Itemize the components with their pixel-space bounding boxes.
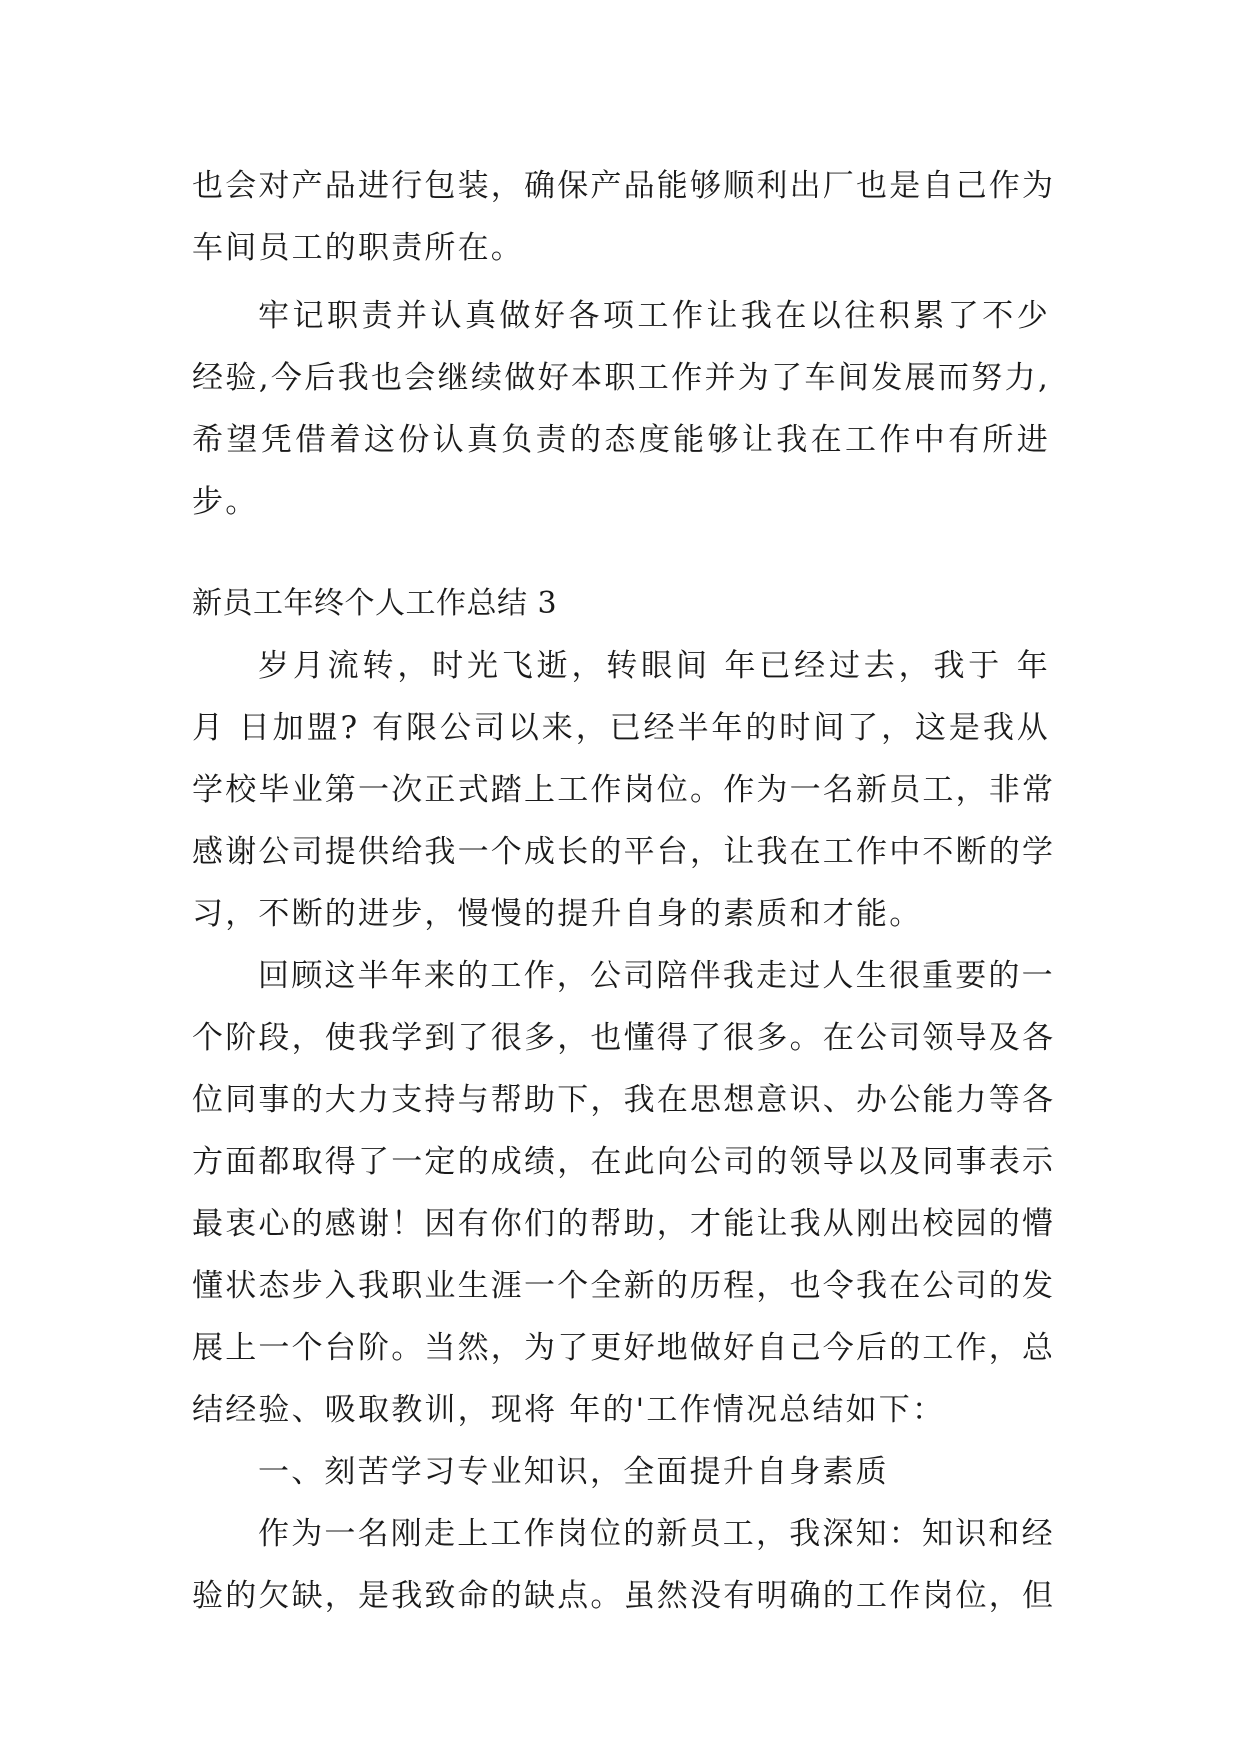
text-line: 步。 bbox=[192, 484, 259, 520]
text-line: 习，不断的进步，慢慢的提升自身的素质和才能。 bbox=[192, 896, 923, 932]
subsection-heading bbox=[192, 1441, 1050, 1503]
paragraph bbox=[192, 1503, 1056, 1627]
text-line: 个阶段，使我学到了很多，也懂得了很多。在公司领导及各 bbox=[192, 1020, 1056, 1056]
paragraph bbox=[192, 285, 1050, 533]
text-line: 希望凭借着这份认真负责的态度能够让我在工作中有所进 bbox=[192, 422, 1050, 458]
text-line: 位同事的大力支持与帮助下，我在思想意识、办公能力等各 bbox=[192, 1082, 1056, 1118]
paragraph bbox=[192, 945, 1056, 1441]
text-line: 方面都取得了一定的成绩，在此向公司的领导以及同事表示 bbox=[192, 1144, 1056, 1180]
section-title: 新员工年终个人工作总结 3 bbox=[192, 586, 558, 621]
text-line: 也会对产品进行包装，确保产品能够顺利出厂也是自己作为 bbox=[192, 168, 1056, 204]
text-line: 展上一个台阶。当然，为了更好地做好自己今后的工作，总 bbox=[192, 1330, 1056, 1366]
paragraph bbox=[192, 155, 1056, 279]
text-line: 回顾这半年来的工作，公司陪伴我走过人生很重要的一 bbox=[258, 958, 1055, 994]
text-line: 作为一名刚走上工作岗位的新员工，我深知：知识和经 bbox=[258, 1516, 1055, 1552]
text-line: 岁月流转，时光飞逝，转眼间 年已经过去，我于 年 bbox=[258, 648, 1050, 684]
text-line: 学校毕业第一次正式踏上工作岗位。作为一名新员工，非常 bbox=[192, 772, 1056, 808]
text-line: 验的欠缺，是我致命的缺点。虽然没有明确的工作岗位，但 bbox=[192, 1578, 1056, 1614]
text-line: 经验,今后我也会继续做好本职工作并为了车间发展而努力, bbox=[192, 360, 1050, 396]
text-line: 最衷心的感谢！因有你们的帮助，才能让我从刚出校园的懵 bbox=[192, 1206, 1056, 1242]
text-line: 一、刻苦学习专业知识，全面提升自身素质 bbox=[258, 1454, 889, 1490]
text-line: 结经验、吸取教训，现将 年的'工作情况总结如下： bbox=[192, 1392, 946, 1428]
document-body bbox=[192, 155, 1056, 1627]
paragraph bbox=[192, 635, 1056, 945]
text-line: 月 日加盟? 有限公司以来，已经半年的时间了，这是我从 bbox=[192, 710, 1050, 746]
text-line: 车间员工的职责所在。 bbox=[192, 230, 524, 266]
text-line: 牢记职责并认真做好各项工作让我在以往积累了不少 bbox=[258, 298, 1050, 334]
text-line: 懂状态步入我职业生涯一个全新的历程，也令我在公司的发 bbox=[192, 1268, 1056, 1304]
text-line: 感谢公司提供给我一个成长的平台，让我在工作中不断的学 bbox=[192, 834, 1056, 870]
